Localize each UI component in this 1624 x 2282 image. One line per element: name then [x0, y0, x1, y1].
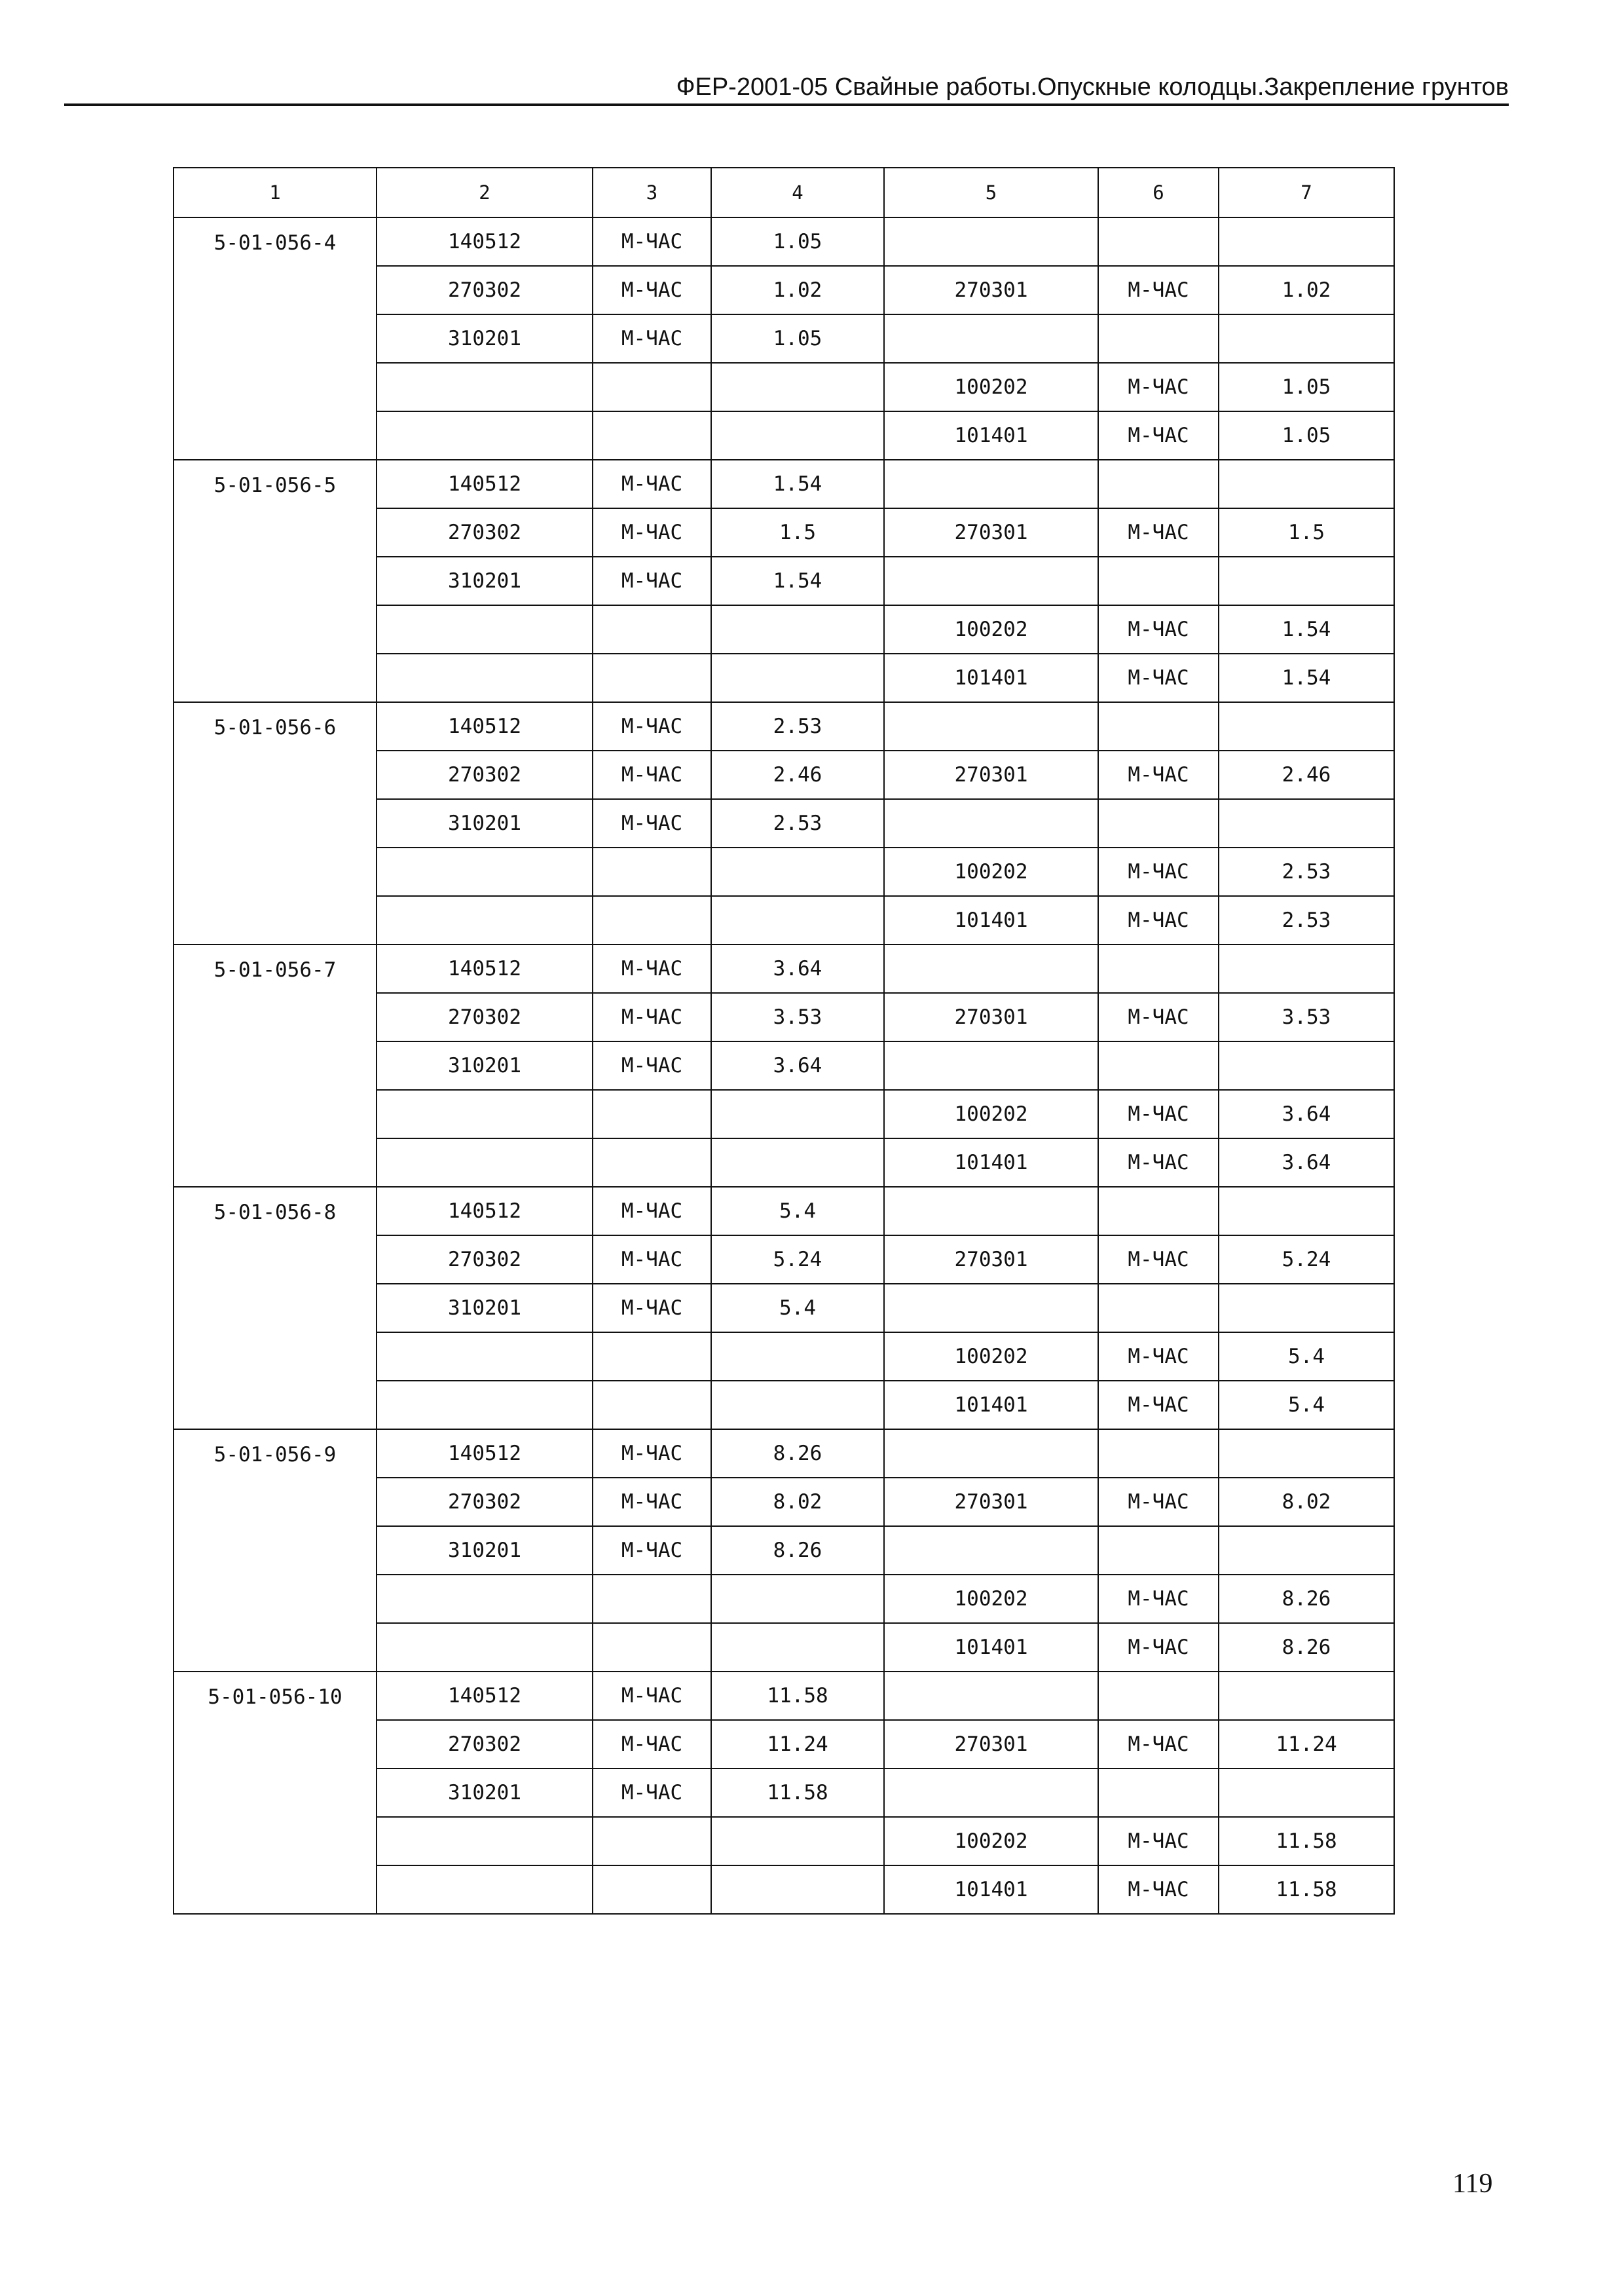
table-cell: М-ЧАС: [1098, 1575, 1219, 1623]
table-cell: 310201: [377, 1284, 593, 1332]
table-row: [174, 1672, 1394, 1720]
table-cell: М-ЧАС: [1098, 1138, 1219, 1187]
table-cell: [593, 1381, 711, 1429]
table-row: [174, 702, 1394, 751]
table-cell: М-ЧАС: [1098, 848, 1219, 896]
table-cell: [593, 848, 711, 896]
table-cell: [884, 702, 1098, 751]
table-cell: [377, 896, 593, 945]
table-cell: [377, 1090, 593, 1138]
table-cell: 1.05: [711, 314, 884, 363]
table-cell: М-ЧАС: [593, 799, 711, 848]
table-cell: М-ЧАС: [593, 460, 711, 508]
table-cell: 270301: [884, 751, 1098, 799]
rate-code-cell: 5-01-056-5: [174, 460, 377, 702]
table-cell: 2.53: [711, 702, 884, 751]
table-cell: [711, 1381, 884, 1429]
table-cell: 100202: [884, 1090, 1098, 1138]
table-cell: 1.02: [711, 266, 884, 314]
table-cell: [1098, 1672, 1219, 1720]
table-cell: [711, 654, 884, 702]
table-cell: М-ЧАС: [593, 1768, 711, 1817]
table-cell: М-ЧАС: [593, 266, 711, 314]
table-cell: 11.58: [711, 1672, 884, 1720]
table-cell: [1098, 702, 1219, 751]
table-cell: [593, 1575, 711, 1623]
table-cell: М-ЧАС: [1098, 896, 1219, 945]
table-cell: 100202: [884, 1575, 1098, 1623]
table-cell: [1098, 217, 1219, 266]
table-cell: 2.53: [711, 799, 884, 848]
table-cell: 8.02: [711, 1478, 884, 1526]
table-cell: 101401: [884, 1138, 1098, 1187]
table-cell: М-ЧАС: [593, 508, 711, 557]
table-cell: 270302: [377, 1720, 593, 1768]
table-cell: [377, 411, 593, 460]
table-cell: [377, 848, 593, 896]
table-cell: М-ЧАС: [1098, 1817, 1219, 1865]
table-cell: 310201: [377, 557, 593, 605]
table-cell: 101401: [884, 1623, 1098, 1672]
table-cell: 140512: [377, 702, 593, 751]
column-number: 6: [1098, 168, 1219, 217]
table-cell: 11.58: [1219, 1865, 1394, 1914]
table-row: [174, 1187, 1394, 1235]
table-cell: [1098, 1041, 1219, 1090]
table-cell: 310201: [377, 1526, 593, 1575]
table-cell: [377, 605, 593, 654]
table-cell: М-ЧАС: [593, 1478, 711, 1526]
table-cell: [377, 1575, 593, 1623]
table-cell: 270301: [884, 993, 1098, 1041]
table-cell: 5.4: [1219, 1332, 1394, 1381]
table-cell: [884, 1284, 1098, 1332]
table-cell: М-ЧАС: [1098, 1623, 1219, 1672]
table-cell: [593, 654, 711, 702]
table-cell: М-ЧАС: [1098, 751, 1219, 799]
table-cell: М-ЧАС: [593, 1187, 711, 1235]
table-cell: [711, 1138, 884, 1187]
table-cell: 3.64: [711, 1041, 884, 1090]
table-cell: 1.54: [711, 557, 884, 605]
table-cell: 1.02: [1219, 266, 1394, 314]
table-cell: [593, 896, 711, 945]
table-cell: [884, 1768, 1098, 1817]
table-cell: [1219, 217, 1394, 266]
table-cell: 2.53: [1219, 896, 1394, 945]
table-cell: [1219, 314, 1394, 363]
table-cell: [884, 1187, 1098, 1235]
table-cell: [1219, 702, 1394, 751]
table-cell: 8.26: [711, 1526, 884, 1575]
table-cell: [593, 1090, 711, 1138]
table-cell: М-ЧАС: [593, 217, 711, 266]
table-cell: М-ЧАС: [593, 1720, 711, 1768]
table-cell: [1098, 314, 1219, 363]
table-cell: [1098, 1284, 1219, 1332]
table-cell: [884, 557, 1098, 605]
table-cell: 140512: [377, 1429, 593, 1478]
rate-code-cell: 5-01-056-8: [174, 1187, 377, 1429]
table-cell: [1098, 945, 1219, 993]
column-number: 7: [1219, 168, 1394, 217]
table-cell: [884, 1672, 1098, 1720]
table-cell: 310201: [377, 1768, 593, 1817]
table-cell: [377, 363, 593, 411]
rate-code-cell: 5-01-056-9: [174, 1429, 377, 1672]
table-cell: 5.24: [711, 1235, 884, 1284]
rates-table-body: [174, 168, 1394, 1914]
table-cell: 8.02: [1219, 1478, 1394, 1526]
table-cell: М-ЧАС: [1098, 605, 1219, 654]
table-row: [174, 460, 1394, 508]
table-cell: [1219, 1429, 1394, 1478]
table-cell: 270302: [377, 508, 593, 557]
table-cell: [711, 605, 884, 654]
table-cell: [711, 848, 884, 896]
table-cell: М-ЧАС: [1098, 508, 1219, 557]
table-cell: [884, 460, 1098, 508]
table-cell: 1.05: [711, 217, 884, 266]
table-cell: [1219, 1768, 1394, 1817]
table-cell: 1.5: [1219, 508, 1394, 557]
table-cell: [711, 1090, 884, 1138]
table-cell: [1098, 1187, 1219, 1235]
header-rule: [64, 103, 1509, 106]
table-cell: М-ЧАС: [1098, 1332, 1219, 1381]
table-cell: М-ЧАС: [1098, 411, 1219, 460]
table-cell: 1.54: [1219, 654, 1394, 702]
rate-code-cell: 5-01-056-7: [174, 945, 377, 1187]
table-cell: М-ЧАС: [1098, 1478, 1219, 1526]
table-cell: [1098, 1768, 1219, 1817]
table-cell: 270302: [377, 1235, 593, 1284]
column-number: 1: [174, 168, 377, 217]
table-cell: 3.64: [1219, 1138, 1394, 1187]
table-cell: 11.24: [1219, 1720, 1394, 1768]
table-cell: М-ЧАС: [593, 751, 711, 799]
table-row: [174, 1429, 1394, 1478]
table-cell: М-ЧАС: [593, 557, 711, 605]
table-cell: [711, 1623, 884, 1672]
table-cell: [711, 1817, 884, 1865]
table-cell: М-ЧАС: [593, 993, 711, 1041]
table-cell: 101401: [884, 654, 1098, 702]
table-cell: 5.4: [711, 1187, 884, 1235]
table-cell: 5.24: [1219, 1235, 1394, 1284]
table-cell: М-ЧАС: [593, 1041, 711, 1090]
table-cell: 270302: [377, 266, 593, 314]
table-cell: [1219, 945, 1394, 993]
rates-table: [173, 167, 1395, 1915]
table-cell: [593, 1817, 711, 1865]
table-cell: [884, 217, 1098, 266]
table-cell: [884, 1041, 1098, 1090]
table-cell: М-ЧАС: [1098, 1865, 1219, 1914]
table-cell: 140512: [377, 460, 593, 508]
table-cell: [884, 799, 1098, 848]
table-cell: 5.4: [711, 1284, 884, 1332]
table-cell: 1.5: [711, 508, 884, 557]
table-cell: [1219, 1526, 1394, 1575]
rate-code-cell: 5-01-056-6: [174, 702, 377, 945]
table-cell: 8.26: [711, 1429, 884, 1478]
column-number: 4: [711, 168, 884, 217]
table-cell: 3.64: [1219, 1090, 1394, 1138]
table-cell: [711, 896, 884, 945]
table-cell: 140512: [377, 1187, 593, 1235]
rate-code-cell: 5-01-056-4: [174, 217, 377, 460]
table-cell: 270301: [884, 508, 1098, 557]
table-cell: 3.53: [1219, 993, 1394, 1041]
table-cell: [884, 945, 1098, 993]
table-cell: 101401: [884, 1865, 1098, 1914]
table-cell: 100202: [884, 363, 1098, 411]
table-cell: [711, 1865, 884, 1914]
table-cell: 140512: [377, 945, 593, 993]
table-cell: М-ЧАС: [1098, 1720, 1219, 1768]
table-cell: [1098, 1526, 1219, 1575]
page-header-title: ФЕР-2001-05 Свайные работы.Опускные колодцы.Закрепление грунтов: [676, 73, 1509, 101]
table-cell: [1098, 557, 1219, 605]
table-cell: [1219, 1284, 1394, 1332]
table-cell: 1.54: [1219, 605, 1394, 654]
table-cell: 100202: [884, 1332, 1098, 1381]
table-cell: [884, 1429, 1098, 1478]
table-cell: 140512: [377, 217, 593, 266]
rate-code-cell: 5-01-056-10: [174, 1672, 377, 1914]
table-cell: М-ЧАС: [593, 945, 711, 993]
table-cell: М-ЧАС: [593, 1284, 711, 1332]
table-cell: 8.26: [1219, 1623, 1394, 1672]
table-cell: [1219, 1041, 1394, 1090]
table-cell: М-ЧАС: [593, 1526, 711, 1575]
table-cell: 270301: [884, 1235, 1098, 1284]
table-cell: [1098, 799, 1219, 848]
table-cell: 101401: [884, 411, 1098, 460]
table-cell: [1219, 1672, 1394, 1720]
table-cell: 101401: [884, 896, 1098, 945]
table-cell: 8.26: [1219, 1575, 1394, 1623]
table-cell: [1219, 799, 1394, 848]
table-cell: 3.53: [711, 993, 884, 1041]
table-cell: 3.64: [711, 945, 884, 993]
table-cell: 310201: [377, 314, 593, 363]
table-cell: [593, 1138, 711, 1187]
table-cell: М-ЧАС: [593, 314, 711, 363]
table-cell: 270301: [884, 266, 1098, 314]
table-cell: М-ЧАС: [593, 1672, 711, 1720]
table-cell: [884, 1526, 1098, 1575]
table-cell: [1098, 460, 1219, 508]
table-row: [174, 217, 1394, 266]
table-cell: М-ЧАС: [1098, 654, 1219, 702]
table-cell: М-ЧАС: [1098, 266, 1219, 314]
table-cell: [377, 1865, 593, 1914]
table-cell: [1219, 557, 1394, 605]
table-cell: 270301: [884, 1478, 1098, 1526]
page-number: 119: [1452, 2169, 1493, 2199]
table-cell: [711, 411, 884, 460]
table-cell: 101401: [884, 1381, 1098, 1429]
table-cell: 100202: [884, 848, 1098, 896]
table-cell: [593, 1865, 711, 1914]
table-cell: [377, 1138, 593, 1187]
table-cell: М-ЧАС: [1098, 363, 1219, 411]
column-number: 5: [884, 168, 1098, 217]
table-cell: [593, 411, 711, 460]
table-cell: 270301: [884, 1720, 1098, 1768]
table-cell: М-ЧАС: [593, 702, 711, 751]
table-cell: 2.46: [711, 751, 884, 799]
column-number: 2: [377, 168, 593, 217]
table-cell: [1219, 1187, 1394, 1235]
table-cell: [377, 1332, 593, 1381]
table-cell: М-ЧАС: [593, 1429, 711, 1478]
table-cell: [711, 1332, 884, 1381]
table-cell: [1098, 1429, 1219, 1478]
table-cell: М-ЧАС: [1098, 1381, 1219, 1429]
table-cell: [593, 363, 711, 411]
table-cell: [593, 1623, 711, 1672]
table-cell: 1.05: [1219, 411, 1394, 460]
table-cell: [377, 1381, 593, 1429]
table-cell: 11.58: [1219, 1817, 1394, 1865]
table-cell: М-ЧАС: [1098, 1090, 1219, 1138]
table-cell: 1.54: [711, 460, 884, 508]
table-cell: 2.46: [1219, 751, 1394, 799]
table-cell: [884, 314, 1098, 363]
table-cell: [593, 1332, 711, 1381]
table-cell: 11.24: [711, 1720, 884, 1768]
table-cell: 270302: [377, 993, 593, 1041]
table-cell: 1.05: [1219, 363, 1394, 411]
table-cell: 270302: [377, 1478, 593, 1526]
column-number-row: [174, 168, 1394, 217]
table-cell: [377, 1623, 593, 1672]
table-cell: [711, 1575, 884, 1623]
table-cell: [593, 605, 711, 654]
table-cell: 2.53: [1219, 848, 1394, 896]
table-row: [174, 945, 1394, 993]
table-cell: [377, 1817, 593, 1865]
table-cell: 11.58: [711, 1768, 884, 1817]
table-cell: 100202: [884, 605, 1098, 654]
column-number: 3: [593, 168, 711, 217]
table-cell: [711, 363, 884, 411]
table-cell: [377, 654, 593, 702]
table-cell: 5.4: [1219, 1381, 1394, 1429]
table-cell: 310201: [377, 1041, 593, 1090]
table-cell: [1219, 460, 1394, 508]
table-cell: 140512: [377, 1672, 593, 1720]
table-cell: 310201: [377, 799, 593, 848]
table-cell: М-ЧАС: [1098, 1235, 1219, 1284]
table-cell: 270302: [377, 751, 593, 799]
table-cell: 100202: [884, 1817, 1098, 1865]
table-cell: М-ЧАС: [593, 1235, 711, 1284]
table-cell: М-ЧАС: [1098, 993, 1219, 1041]
